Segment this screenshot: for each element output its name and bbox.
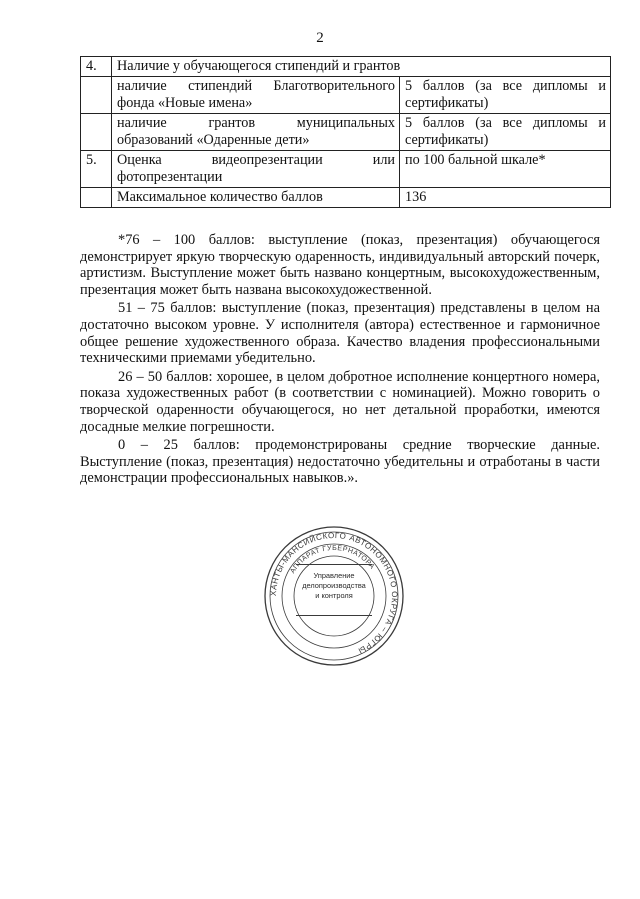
table-row [81,57,611,77]
note-paragraph: 0 – 25 баллов: продемонстрированы средние творческие данные. Выступление (показ, презентация) недостаточно убедительны и отработаны в части демонстрации профессиональных навыков.». [80,437,600,487]
criterion-score: по 100 бальной шкале* [400,151,611,188]
criterion-score-line: сертификаты) [405,95,489,111]
criterion-score-line: сертификаты) [405,132,489,148]
criterion-score [400,114,611,151]
stamp-outer-text: ХАНТЫ-МАНСИЙСКОГО АВТОНОМНОГО ОКРУГА – ЮГРЫ [268,530,400,656]
criterion-score: 136 [400,188,611,208]
stamp-inner-text: АППАРАТ ГУБЕРНАТОРА [289,544,376,575]
stamp-center [296,564,372,616]
stamp-center-line: и контроля [315,591,353,600]
criterion-name-line: Оценка видеопрезентации или [117,152,395,168]
note-paragraph: 51 – 75 баллов: выступление (показ, презентация) представлены в целом на достаточно высоком уровне. У исполнителя (автора) естественное и гармоничное общее решение художественного образа. Качество владения профессиональными техническими приемами убедительно. [80,300,600,367]
criterion-score-line: 5 баллов (за все дипломы и [405,78,607,94]
table-row [81,77,611,114]
table-row [81,188,611,208]
criterion-name [112,151,400,188]
criterion-score [400,77,611,114]
row-number [81,114,112,151]
scoring-notes [80,232,600,489]
criterion-name-line: фотопрезентации [117,169,223,185]
row-number: 4. [81,57,112,77]
stamp-center-line: Управление [313,571,355,580]
note-paragraph: *76 – 100 баллов: выступление (показ, презентация) обучающегося демонстрирует яркую творческую одаренность, индивидуальный авторский почерк, артистизм. Выступление может быть названо концертным, высокохудожественным, презентация может быть названа высокохудожественной. [80,232,600,298]
official-stamp [262,524,406,668]
criterion-name: Наличие у обучающегося стипендий и грантов [112,57,611,77]
row-number [81,77,112,114]
note-paragraph: 26 – 50 баллов: хорошее, в целом добротное исполнение концертного номера, показа художественных работ (в соответствии с номинацией). Можно говорить о творческой одаренности обучающегося, но нет детальной проработки, имеются досадные мелкие погрешности. [80,368,600,435]
stamp-center-line: делопроизводства [302,581,366,590]
criterion-name-line: фонда «Новые имена» [117,95,253,111]
table-row [81,114,611,151]
criterion-name [112,114,400,151]
row-number [81,188,112,208]
criteria-table [80,56,611,208]
criterion-name: Максимальное количество баллов [112,188,400,208]
criterion-name [112,77,400,114]
criterion-name-line: наличие стипендий Благотворительного [117,78,395,94]
criterion-name-line: образований «Одаренные дети» [117,132,310,148]
row-number: 5. [81,151,112,188]
page-number: 2 [316,30,324,46]
criterion-name-line: наличие грантов муниципальных [117,115,395,131]
criterion-score-line: 5 баллов (за все дипломы и [405,115,607,131]
table-row [81,151,611,188]
